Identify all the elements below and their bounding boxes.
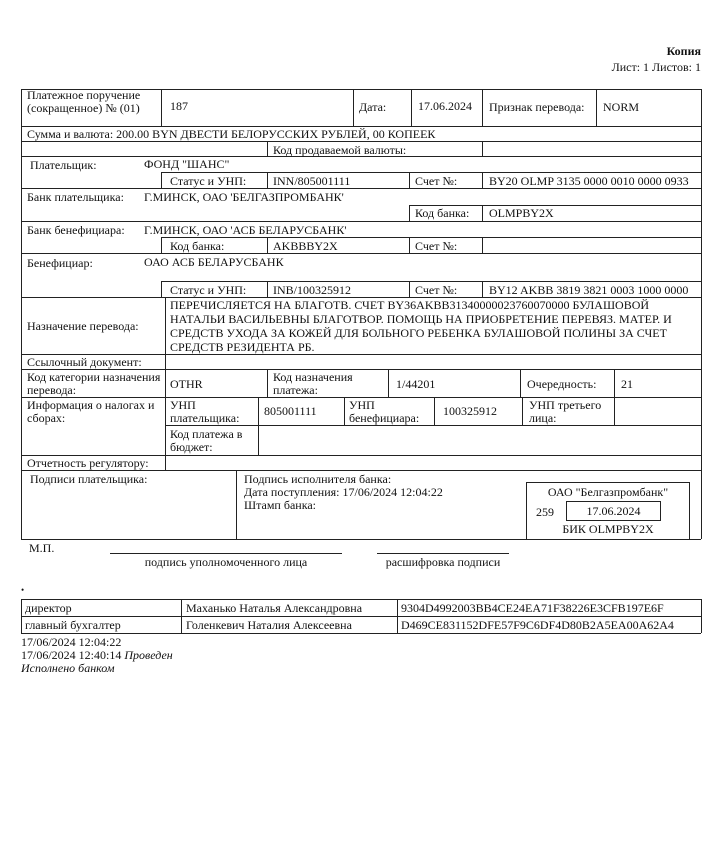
decode-line (377, 553, 509, 554)
beneficiary-account: BY12 AKBB 3819 3821 0003 1000 0000 (489, 283, 689, 297)
order-number: 187 (170, 99, 188, 113)
signer-name: Маханько Наталья Александровна (186, 601, 363, 615)
taxes-label: Информация о налогах и сборах: (27, 398, 155, 425)
amount-currency: Сумма и валюта: 200.00 BYN ДВЕСТИ БЕЛОРУССКИХ РУБЛЕЙ, 00 КОПЕЕК (27, 127, 436, 141)
payer-bank-label: Банк плательщика: (27, 190, 124, 204)
third-party-unp-label: УНП третьего лица: (529, 398, 602, 425)
date-label: Дата: (359, 100, 387, 114)
beneficiary-bank-name: Г.МИНСК, ОАО 'АСБ БЕЛАРУСБАНК' (144, 223, 347, 237)
beneficiary-bank-code: AKBBBY2X (273, 239, 338, 253)
signer-role: главный бухгалтер (25, 618, 121, 632)
currency-code-label: Код продаваемой валюты: (273, 143, 407, 157)
payer-label: Плательщик: (30, 158, 97, 172)
purpose-label: Назначение перевода: (27, 319, 139, 333)
stamp-date: 17.06.2024 (586, 504, 641, 518)
category-code-label: Код категории назначения перевода: (27, 370, 161, 397)
regulator-report-label: Отчетность регулятору: (27, 456, 149, 470)
beneficiary-unp-label: УНП бенефициара: (349, 398, 420, 425)
reference-doc-label: Ссылочный документ: (27, 355, 142, 369)
priority-label: Очередность: (527, 377, 597, 391)
payer-status-label: Статус и УНП: (170, 174, 247, 188)
transfer-sign: NORM (603, 100, 640, 114)
decode-caption: расшифровка подписи (385, 555, 501, 569)
stamp-number: 259 (536, 505, 554, 519)
priority: 21 (621, 377, 633, 391)
beneficiary-status: INB/100325912 (273, 283, 351, 297)
bank-stamp-label: Штамп банка: (244, 498, 316, 512)
bullet-mark: • (21, 585, 25, 595)
stamp-bank-name: ОАО "Белгазпромбанк" (547, 485, 669, 499)
payer-bank-code-label: Код банка: (415, 206, 470, 220)
beneficiary-account-label: Счет №: (415, 283, 458, 297)
budget-code-label: Код платежа в бюджет: (170, 427, 243, 454)
signature-line (110, 553, 342, 554)
signer-hash: 9304D4992003BB4CE24EA71F38226E3CFB197E6F (401, 601, 664, 615)
payer-unp-label: УНП плательщика: (170, 398, 240, 425)
beneficiary-unp: 100325912 (443, 404, 497, 418)
log-processed-timestamp: 17/06/2024 12:40:14 (21, 648, 122, 662)
purpose-text: ПЕРЕЧИСЛЯЕТСЯ НА БЛАГОТВ. СЧЕТ BY36AKBB31340000023760070000 БУЛАШОВОЙ НАТАЛЬИ ВАСИЛЬЕВНЫ БЛАГОТВОР. ПОМОЩЬ НА ПРИОБРЕТЕНИЕ ПЕРЕВЯЗ. МАТЕР. И СРЕДСТВ УХОДА ЗА КОЖЕЙ ДЛЯ БОЛЬНОГО РЕБЕНКА БУЛАШОВОЙ ПОЛИНЫ ЗА СЧЕТ СРЕДСТВ РЕЗИДЕНТА РБ. (170, 298, 672, 354)
signer-name: Голенкевич Наталия Алексеевна (186, 618, 352, 632)
copy-label: Копия (666, 44, 701, 58)
payer-name: ФОНД "ШАНС" (144, 157, 230, 171)
payer-account-label: Счет №: (415, 174, 458, 188)
sheets-count: Лист: 1 Листов: 1 (611, 60, 701, 74)
payer-bank-name: Г.МИНСК, ОАО 'БЕЛГАЗПРОМБАНК' (144, 190, 344, 204)
signature-caption: подпись уполномоченного лица (144, 555, 308, 569)
bank-executor-sign-label: Подпись исполнителя банка: (244, 472, 392, 486)
payer-account: BY20 OLMP 3135 0000 0010 0000 0933 (489, 174, 689, 188)
payer-status: INN/805001111 (273, 174, 351, 188)
beneficiary-bank-code-label: Код банка: (170, 239, 225, 253)
beneficiary-status-label: Статус и УНП: (170, 283, 247, 297)
order-date: 17.06.2024 (418, 99, 472, 113)
log-processed-status: Проведен (124, 648, 173, 662)
transfer-sign-label: Признак перевода: (489, 100, 585, 114)
category-code: OTHR (170, 377, 203, 391)
seal-place-label: М.П. (29, 541, 55, 555)
beneficiary-name: ОАО АСБ БЕЛАРУСБАНК (144, 255, 284, 269)
payer-bank-code: OLMPBY2X (489, 206, 554, 220)
payer-unp: 805001111 (264, 404, 317, 418)
received-date: Дата поступления: 17/06/2024 12:04:22 (244, 485, 443, 499)
payment-code-label: Код назначения платежа: (273, 370, 353, 397)
beneficiary-bank-account-label: Счет №: (415, 239, 458, 253)
stamp-bik: БИК OLMPBY2X (562, 522, 654, 536)
signer-role: директор (25, 601, 72, 615)
beneficiary-bank-label: Банк бенефициара: (27, 223, 125, 237)
log-received-time: 17/06/2024 12:04:22 (21, 635, 122, 649)
beneficiary-label: Бенефициар: (27, 256, 93, 270)
payment-code: 1/44201 (396, 377, 436, 391)
order-title: Платежное поручение (сокращенное) № (01) (27, 88, 141, 115)
log-executed-status: Исполнено банком (21, 661, 115, 675)
payer-signatures-label: Подписи плательщика: (30, 472, 148, 486)
signer-hash: D469CE831152DFE57F9C6DF4D80B2A5EA00A62A4 (401, 618, 674, 632)
